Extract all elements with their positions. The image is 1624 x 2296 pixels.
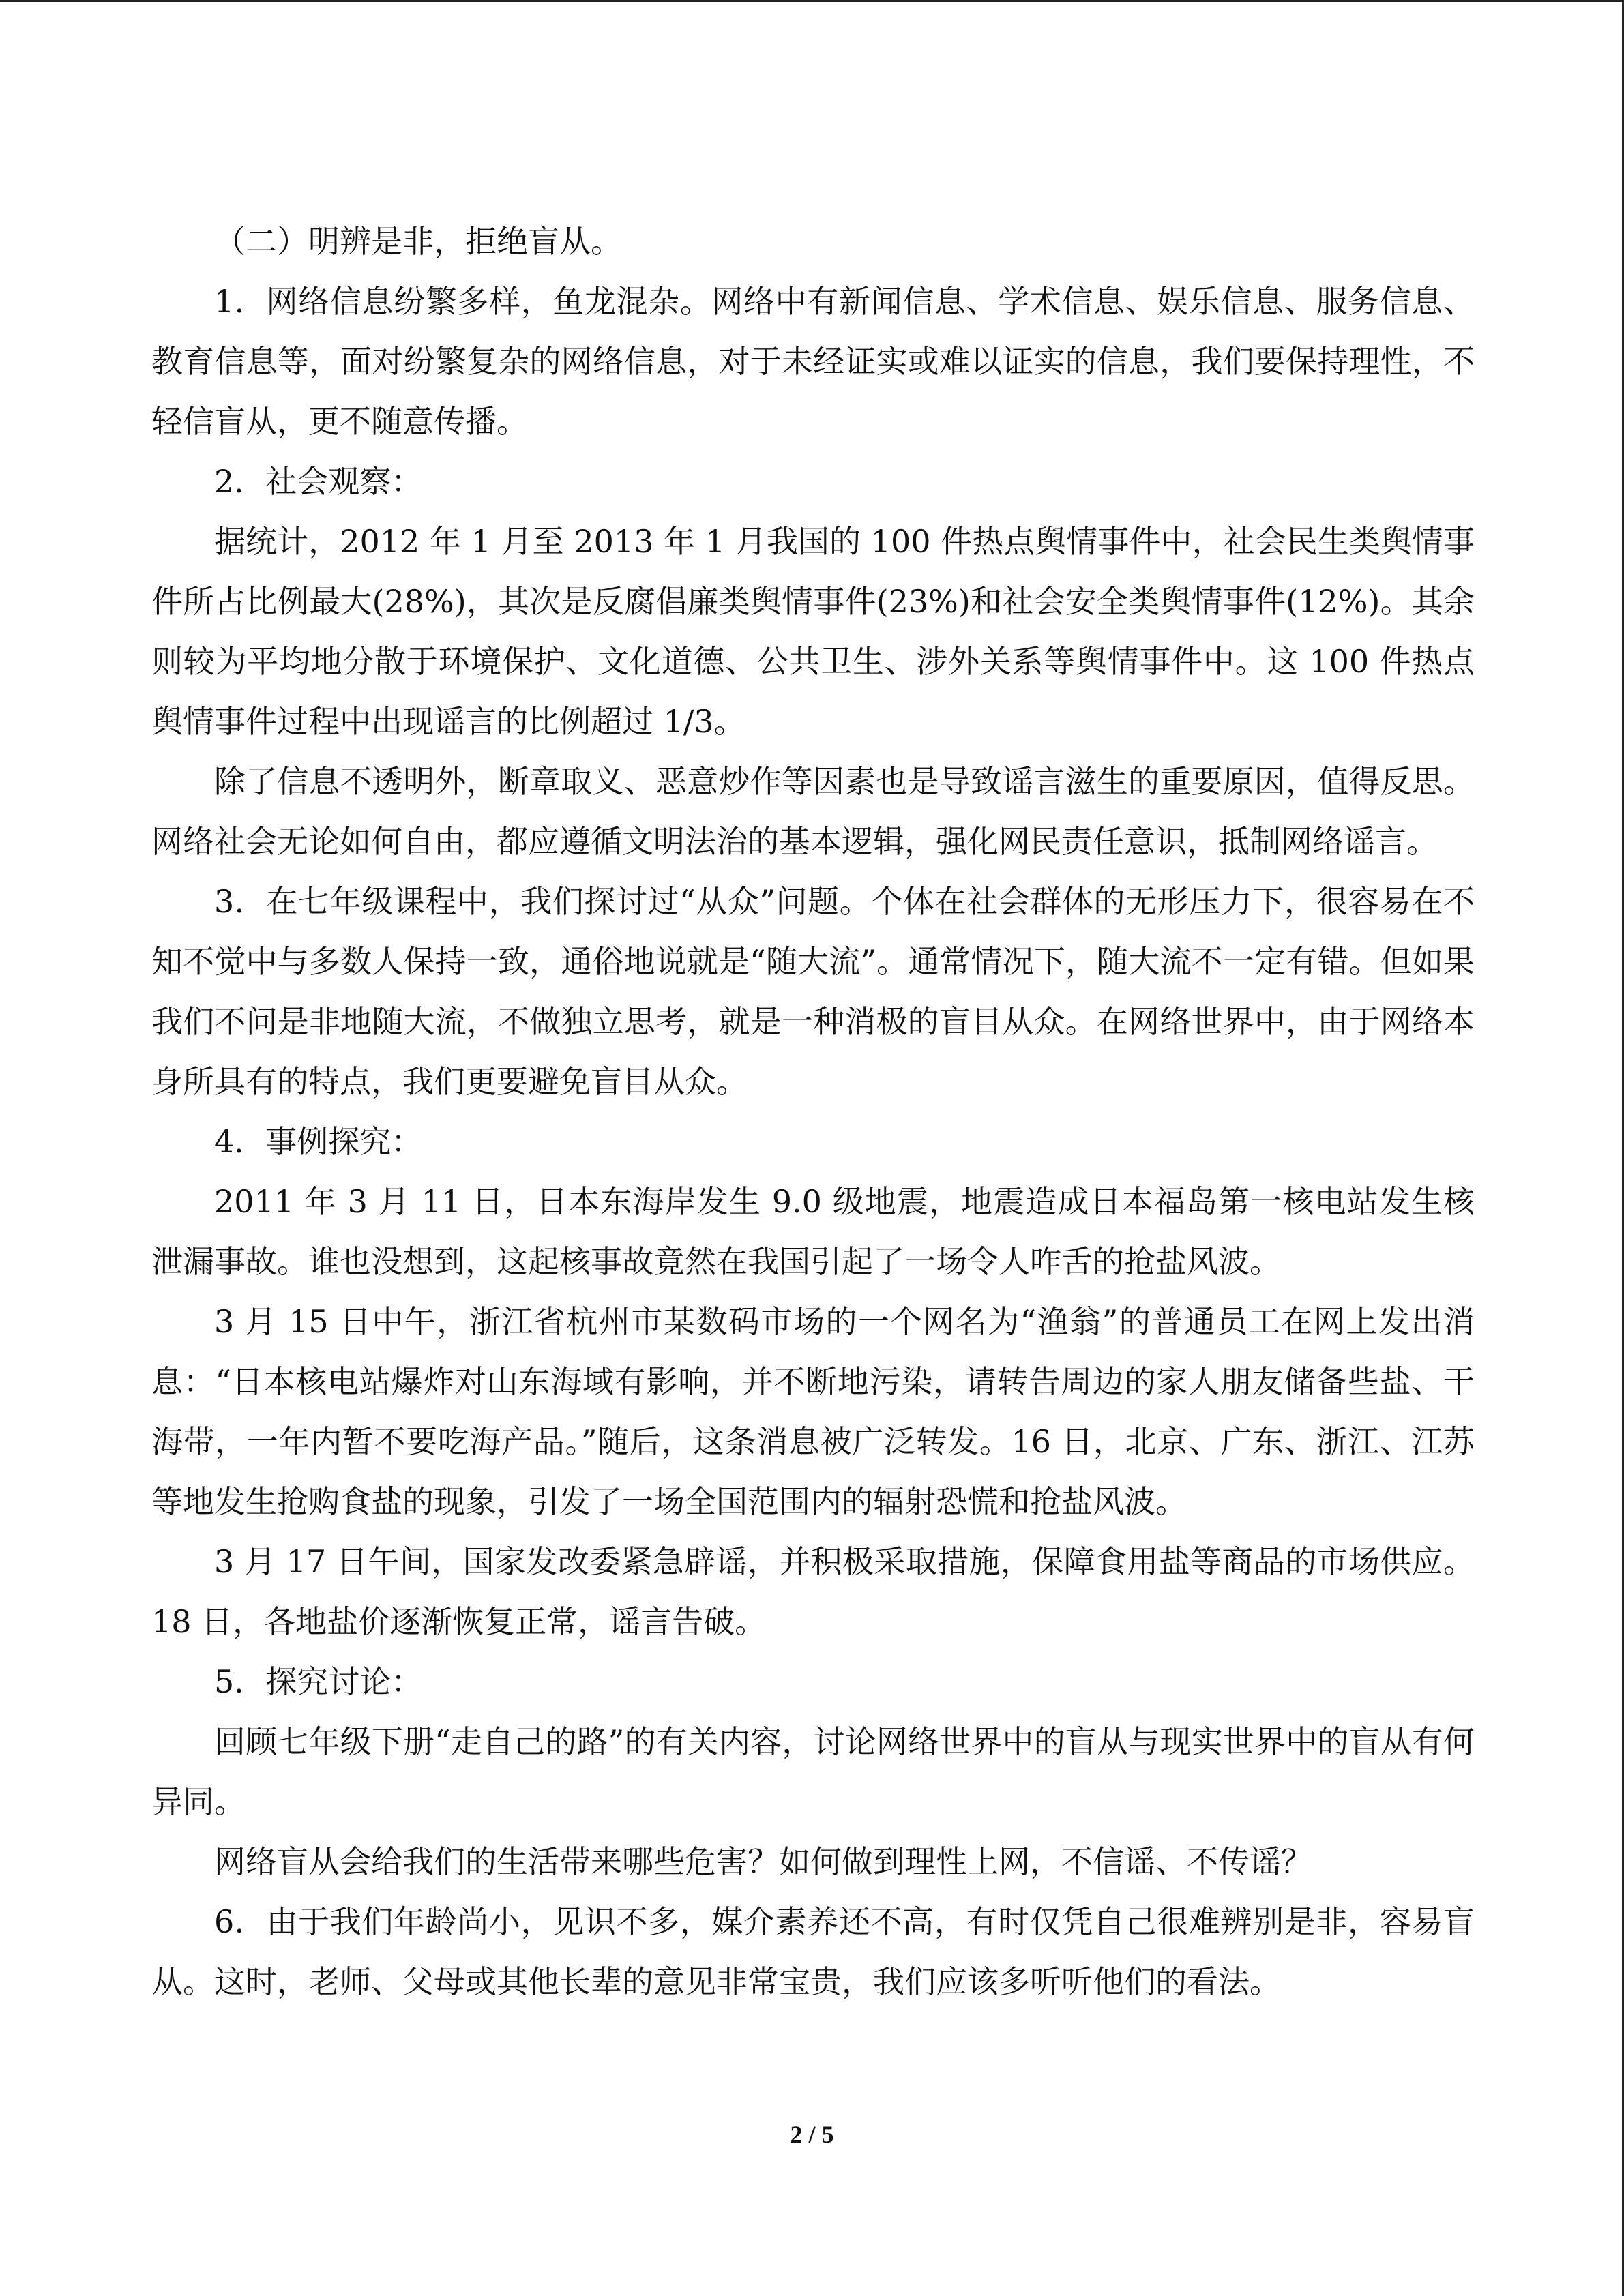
page-number: 2 / 5 xyxy=(790,2121,834,2148)
paragraph-discussion-2: 网络盲从会给我们的生活带来哪些危害？如何做到理性上网，不信谣、不传谣？ xyxy=(214,1843,1312,1880)
paragraph-case-earthquake: 2011 年 3 月 11 日，日本东海岸发生 9.0 级地震，地震造成日本福岛第一核电站发生核泄漏事故。谁也没想到，这起核事故竟然在我国引起了一场令人咋舌的抢盐风波。 xyxy=(151,1183,1475,1280)
paragraph-4-heading: 4．事例探究： xyxy=(214,1123,423,1160)
paragraph-3: 3．在七年级课程中，我们探讨过“从众”问题。个体在社会群体的无形压力下，很容易在不知不觉中与多数人保持一致，通俗地说就是“随大流”。通常情况下，随大流不一定有错。但如果我们不问是非地随大流，不做独立思考，就是一种消极的盲目从众。在网络世界中，由于网络本身所具有的特点，我们更要避免盲目从众。 xyxy=(151,883,1475,1100)
paragraph-case-resolution: 3 月 17 日午间，国家发改委紧急辟谣，并积极采取措施，保障食用盐等商品的市场供应。18 日，各地盐价逐渐恢复正常，谣言告破。 xyxy=(151,1543,1475,1640)
paragraph-2-heading: 2．社会观察： xyxy=(214,463,423,500)
paragraph-6: 6．由于我们年龄尚小，见识不多，媒介素养还不高，有时仅凭自己很难辨别是非，容易盲从。这时，老师、父母或其他长辈的意见非常宝贵，我们应该多听听他们的看法。 xyxy=(151,1903,1475,2000)
paragraph-statistics: 据统计，2012 年 1 月至 2013 年 1 月我国的 100 件热点舆情事件中，社会民生类舆情事件所占比例最大(28%)，其次是反腐倡廉类舆情事件(23%)和社会安全类舆情事件(12%)。其余则较为平均地分散于环境保护、文化道德、公共卫生、涉外关系等舆情事件中。这 100 件热点舆情事件过程中出现谣言的比例超过 1/3。 xyxy=(151,523,1475,740)
page-border-top xyxy=(0,0,1624,2)
paragraph-case-rumor: 3 月 15 日中午，浙江省杭州市某数码市场的一个网名为“渔翁”的普通员工在网上发出消息：“日本核电站爆炸对山东海域有影响，并不断地污染，请转告周边的家人朋友储备些盐、干海带，一年内暂不要吃海产品。”随后，这条消息被广泛转发。16 日，北京、广东、浙江、江苏等地发生抢购食盐的现象，引发了一场全国范围内的辐射恐慌和抢盐风波。 xyxy=(151,1303,1475,1520)
paragraph-5-heading: 5．探究讨论： xyxy=(214,1663,423,1700)
paragraph-discussion-1: 回顾七年级下册“走自己的路”的有关内容，讨论网络世界中的盲从与现实世界中的盲从有何异同。 xyxy=(151,1723,1475,1820)
document-body xyxy=(151,211,1475,2012)
paragraph-1: 1．网络信息纷繁多样，鱼龙混杂。网络中有新闻信息、学术信息、娱乐信息、服务信息、教育信息等，面对纷繁复杂的网络信息，对于未经证实或难以证实的信息，我们要保持理性，不轻信盲从，更不随意传播。 xyxy=(151,283,1475,440)
paragraph-reflection: 除了信息不透明外，断章取义、恶意炒作等因素也是导致谣言滋生的重要原因，值得反思。网络社会无论如何自由，都应遵循文明法治的基本逻辑，强化网民责任意识，抵制网络谣言。 xyxy=(151,763,1475,860)
section-heading: （二）明辨是非，拒绝盲从。 xyxy=(214,223,622,260)
